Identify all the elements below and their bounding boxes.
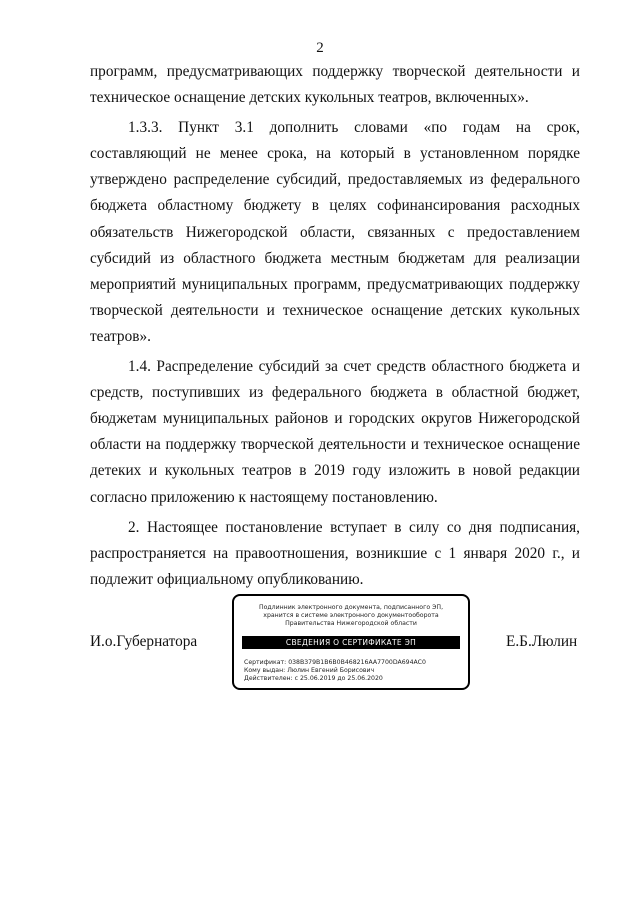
stamp-valid-row: Действителен: с 25.06.2019 до 25.06.2020 xyxy=(244,675,383,683)
stamp-header xyxy=(234,604,468,628)
document-body xyxy=(90,59,580,593)
signatory-title: И.о.Губернатора xyxy=(90,633,198,650)
paragraph-1-4: 1.4. Распределение субсидий за счет средств областного бюджета и средств, поступивших из федерального бюджета в областной бюджет, бюджетам муниципальных районов и городских округов Нижегородской области на поддержку творческой деятельности и техническое оснащение детеких и кукольных театров в 2019 году изложить в новой редакции согласно приложению к настоящему постановлению. xyxy=(90,358,580,506)
paragraph-continuation: программ, предусматривающих поддержку творческой деятельности и техническое оснащение детских кукольных театров, включенных». xyxy=(90,63,580,107)
stamp-header-line: Подлинник электронного документа, подписанного ЭП, xyxy=(258,604,444,611)
issued-to-value: Люлин Евгений Борисович xyxy=(287,667,375,675)
certificate-label: Сертификат: xyxy=(244,659,287,666)
paragraph-2: 2. Настоящее постановление вступает в силу со дня подписания, распространяется на правоотношения, возникшие с 1 января 2020 г., и подлежит официальному опубликованию. xyxy=(90,518,580,588)
stamp-certificate-row xyxy=(244,659,460,667)
certificate-value: 038B379B1B6B0B468216AA7700DA694AC0 xyxy=(288,659,426,666)
paragraph-1-3-3: 1.3.3. Пункт 3.1 дополнить словами «по годам на срок, составляющий не менее срока, на который в установленном порядке утверждено распределение субсидий, предоставляемых из федерального бюджета областному бюджету в целях софинансирования расходных обязательств Нижегородской области, связанных с предоставлением субсидий из областного бюджета местным бюджетам для реализации мероприятий муниципальных программ, предусматривающих поддержку творческой деятельности и техническое оснащение детских кукольных театров». xyxy=(90,119,580,345)
stamp-certificate-bar: СВЕДЕНИЯ О СЕРТИФИКАТЕ ЭП xyxy=(242,636,460,649)
stamp-certificate-info xyxy=(244,659,460,684)
issued-to-label: Кому выдан: xyxy=(244,667,286,675)
electronic-signature-stamp xyxy=(232,594,470,690)
signatory-name: Е.Б.Люлин xyxy=(506,633,578,650)
page-number: 2 xyxy=(316,40,324,56)
stamp-header-line: хранится в системе электронного документооборота xyxy=(263,612,439,619)
stamp-header-line: Правительства Нижегородской области xyxy=(285,620,417,627)
